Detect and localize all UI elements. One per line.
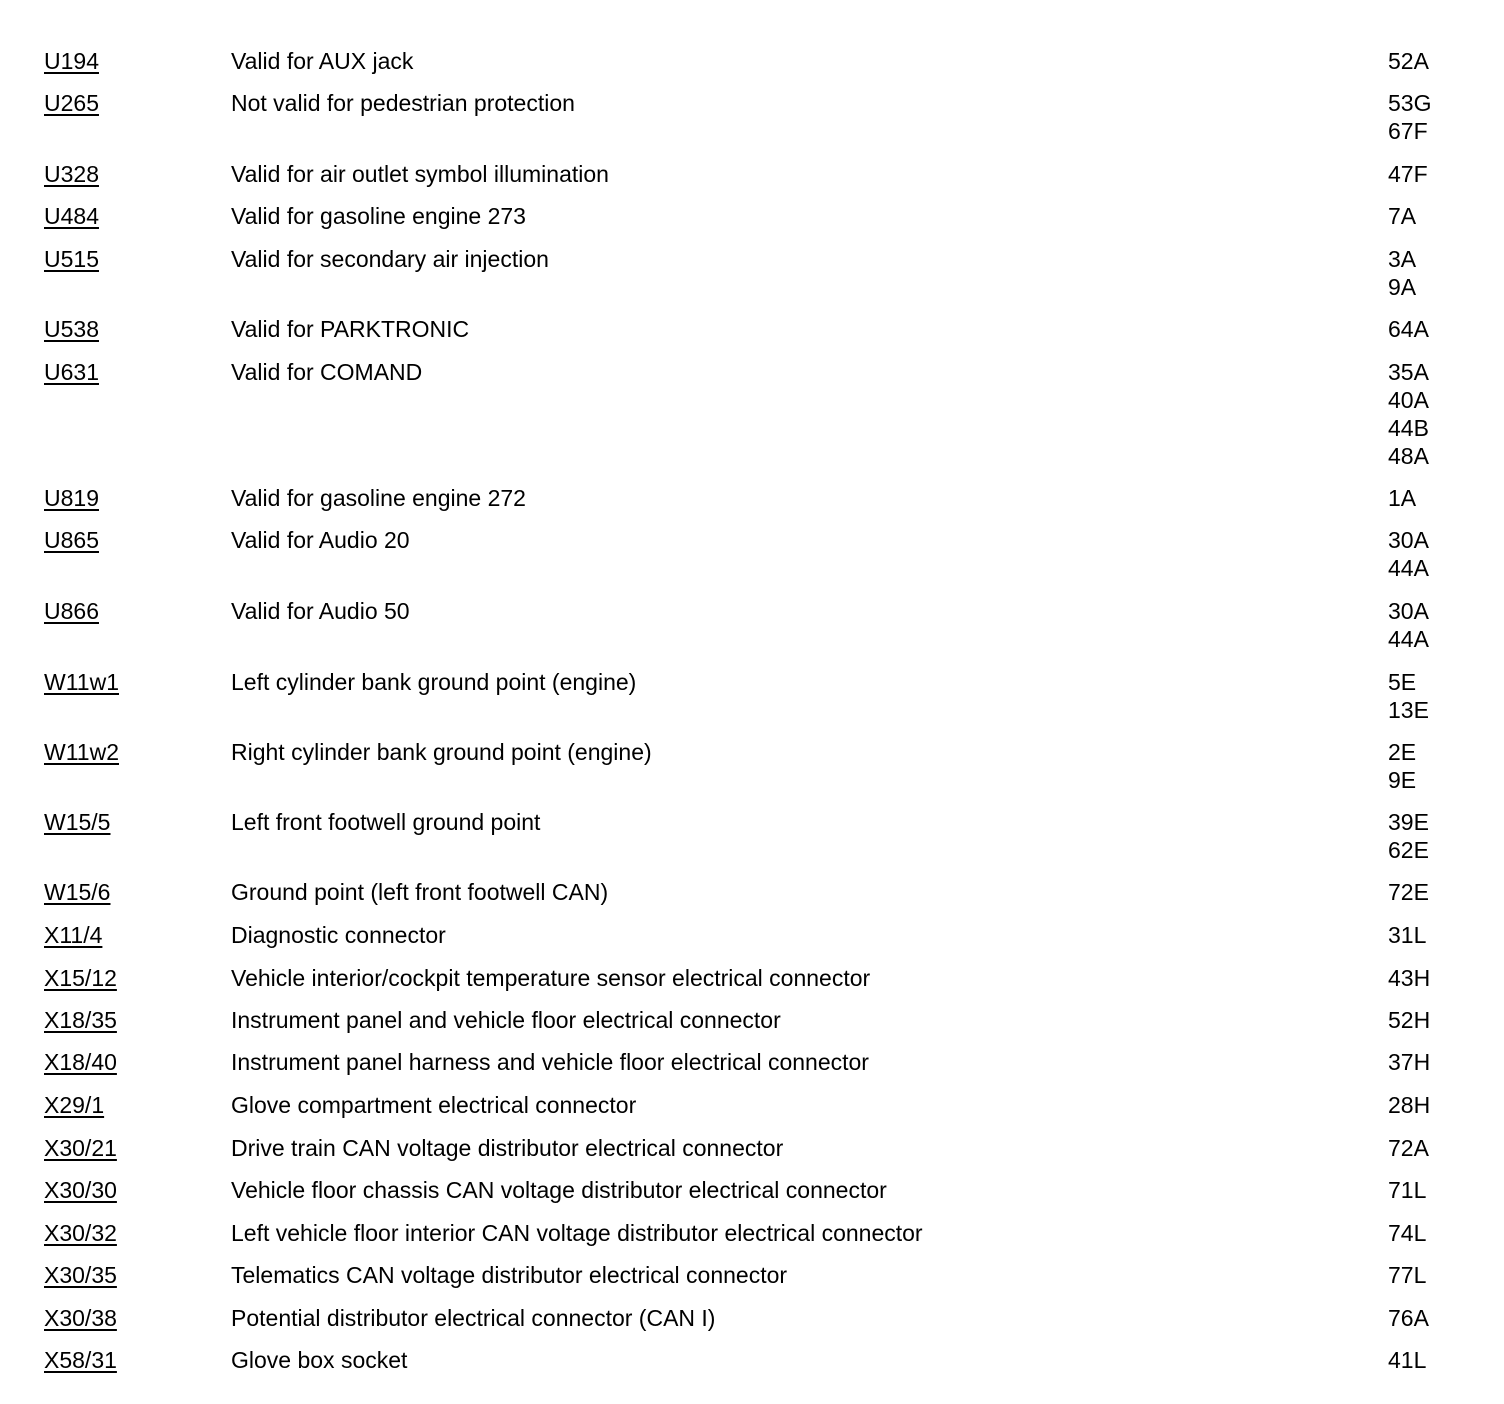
component-description: Right cylinder bank ground point (engine): [231, 739, 652, 765]
component-code-link[interactable]: U328: [44, 161, 99, 187]
component-description: Left vehicle floor interior CAN voltage distributor electrical connector: [231, 1220, 923, 1246]
grid-location: 9A: [1388, 274, 1417, 300]
grid-location-list: [1388, 1134, 1488, 1162]
component-code-link[interactable]: X30/21: [44, 1135, 117, 1161]
component-code-link[interactable]: U631: [44, 359, 99, 385]
grid-location-list: [1388, 738, 1488, 794]
component-description: Ground point (left front footwell CAN): [231, 879, 609, 905]
grid-location-list: [1388, 1261, 1488, 1289]
component-code-link[interactable]: X18/35: [44, 1007, 117, 1033]
component-code-link[interactable]: U484: [44, 203, 99, 229]
component-description: Valid for gasoline engine 272: [231, 485, 526, 511]
grid-location-list: [1388, 47, 1488, 75]
component-code-link[interactable]: X18/40: [44, 1049, 117, 1075]
component-description: Telematics CAN voltage distributor electrical connector: [231, 1262, 788, 1288]
component-description: Valid for Audio 20: [231, 527, 410, 553]
grid-location: 41L: [1388, 1347, 1427, 1373]
component-description: Left front footwell ground point: [231, 809, 541, 835]
grid-location-list: [1388, 921, 1488, 949]
grid-location-list: [1388, 89, 1488, 145]
component-description: Valid for air outlet symbol illumination: [231, 161, 609, 187]
component-description: Valid for AUX jack: [231, 48, 414, 74]
grid-location: 2E: [1388, 739, 1417, 765]
grid-location: 44B: [1388, 415, 1429, 441]
grid-location: 31L: [1388, 922, 1427, 948]
grid-location: 48A: [1388, 443, 1429, 469]
grid-location: 30A: [1388, 527, 1429, 553]
component-code-link[interactable]: X30/32: [44, 1220, 117, 1246]
component-code-link[interactable]: W11w2: [44, 739, 119, 765]
grid-location: 71L: [1388, 1177, 1427, 1203]
grid-location-list: [1388, 964, 1488, 992]
grid-location: 7A: [1388, 203, 1417, 229]
component-code-link[interactable]: X29/1: [44, 1092, 105, 1118]
component-code-link[interactable]: U538: [44, 316, 99, 342]
grid-location: 76A: [1388, 1305, 1429, 1331]
grid-location: 44A: [1388, 626, 1429, 652]
component-description: Potential distributor electrical connector (CAN I): [231, 1305, 716, 1331]
grid-location: 13E: [1388, 697, 1429, 723]
grid-location-list: [1388, 1346, 1488, 1374]
grid-location: 72E: [1388, 879, 1429, 905]
component-code-link[interactable]: U515: [44, 246, 99, 272]
grid-location-list: [1388, 1006, 1488, 1034]
grid-location: 52H: [1388, 1007, 1431, 1033]
grid-location-list: [1388, 1048, 1488, 1076]
component-code-link[interactable]: X58/31: [44, 1347, 117, 1373]
grid-location-list: [1388, 878, 1488, 906]
grid-location: 43H: [1388, 965, 1431, 991]
grid-location: 9E: [1388, 767, 1417, 793]
grid-location: 53G: [1388, 90, 1432, 116]
grid-location-list: [1388, 245, 1488, 301]
grid-location: 3A: [1388, 246, 1417, 272]
component-code-link[interactable]: X15/12: [44, 965, 117, 991]
grid-location: 35A: [1388, 359, 1429, 385]
grid-location: 47F: [1388, 161, 1428, 187]
component-code-link[interactable]: X30/35: [44, 1262, 117, 1288]
component-code-link[interactable]: U265: [44, 90, 99, 116]
grid-location: 37H: [1388, 1049, 1431, 1075]
component-code-link[interactable]: U866: [44, 598, 99, 624]
grid-location-list: [1388, 160, 1488, 188]
component-description: Instrument panel harness and vehicle floor electrical connector: [231, 1049, 869, 1075]
grid-location: 64A: [1388, 316, 1429, 342]
grid-location: 77L: [1388, 1262, 1427, 1288]
grid-location: 1A: [1388, 485, 1417, 511]
component-description: Valid for secondary air injection: [231, 246, 549, 272]
grid-location-list: [1388, 668, 1488, 724]
component-code-link[interactable]: U194: [44, 48, 99, 74]
component-description: Valid for Audio 50: [231, 598, 410, 624]
component-description: Vehicle floor chassis CAN voltage distributor electrical connector: [231, 1177, 887, 1203]
component-description: Vehicle interior/cockpit temperature sensor electrical connector: [231, 965, 871, 991]
grid-location-list: [1388, 1304, 1488, 1332]
component-code-link[interactable]: U819: [44, 485, 99, 511]
grid-location-list: [1388, 1091, 1488, 1119]
grid-location: 30A: [1388, 598, 1429, 624]
component-code-link[interactable]: W11w1: [44, 669, 119, 695]
grid-location: 74L: [1388, 1220, 1427, 1246]
component-code-link[interactable]: U865: [44, 527, 99, 553]
grid-location-list: [1388, 358, 1488, 470]
component-code-link[interactable]: W15/6: [44, 879, 111, 905]
grid-location-list: [1388, 484, 1488, 512]
grid-location-list: [1388, 1176, 1488, 1204]
component-description: Valid for COMAND: [231, 359, 423, 385]
grid-location-list: [1388, 1219, 1488, 1247]
grid-location: 5E: [1388, 669, 1417, 695]
grid-location: 62E: [1388, 837, 1429, 863]
component-description: Valid for PARKTRONIC: [231, 316, 470, 342]
grid-location-list: [1388, 808, 1488, 864]
grid-location: 72A: [1388, 1135, 1429, 1161]
component-code-link[interactable]: W15/5: [44, 809, 111, 835]
component-description: Diagnostic connector: [231, 922, 446, 948]
grid-location-list: [1388, 202, 1488, 230]
component-description: Not valid for pedestrian protection: [231, 90, 575, 116]
component-description: Drive train CAN voltage distributor electrical connector: [231, 1135, 784, 1161]
grid-location: 44A: [1388, 555, 1429, 581]
component-description: Instrument panel and vehicle floor electrical connector: [231, 1007, 781, 1033]
component-code-link[interactable]: X30/30: [44, 1177, 117, 1203]
component-description: Valid for gasoline engine 273: [231, 203, 526, 229]
grid-location: 28H: [1388, 1092, 1431, 1118]
component-code-link[interactable]: X11/4: [44, 922, 103, 948]
grid-location-list: [1388, 526, 1488, 582]
grid-location: 39E: [1388, 809, 1429, 835]
grid-location-list: [1388, 315, 1488, 343]
grid-location: 40A: [1388, 387, 1429, 413]
component-code-link[interactable]: X30/38: [44, 1305, 117, 1331]
component-description: Left cylinder bank ground point (engine): [231, 669, 637, 695]
component-description: Glove box socket: [231, 1347, 408, 1373]
component-description: Glove compartment electrical connector: [231, 1092, 637, 1118]
grid-location: 67F: [1388, 118, 1428, 144]
grid-location: 52A: [1388, 48, 1429, 74]
grid-location-list: [1388, 597, 1488, 653]
